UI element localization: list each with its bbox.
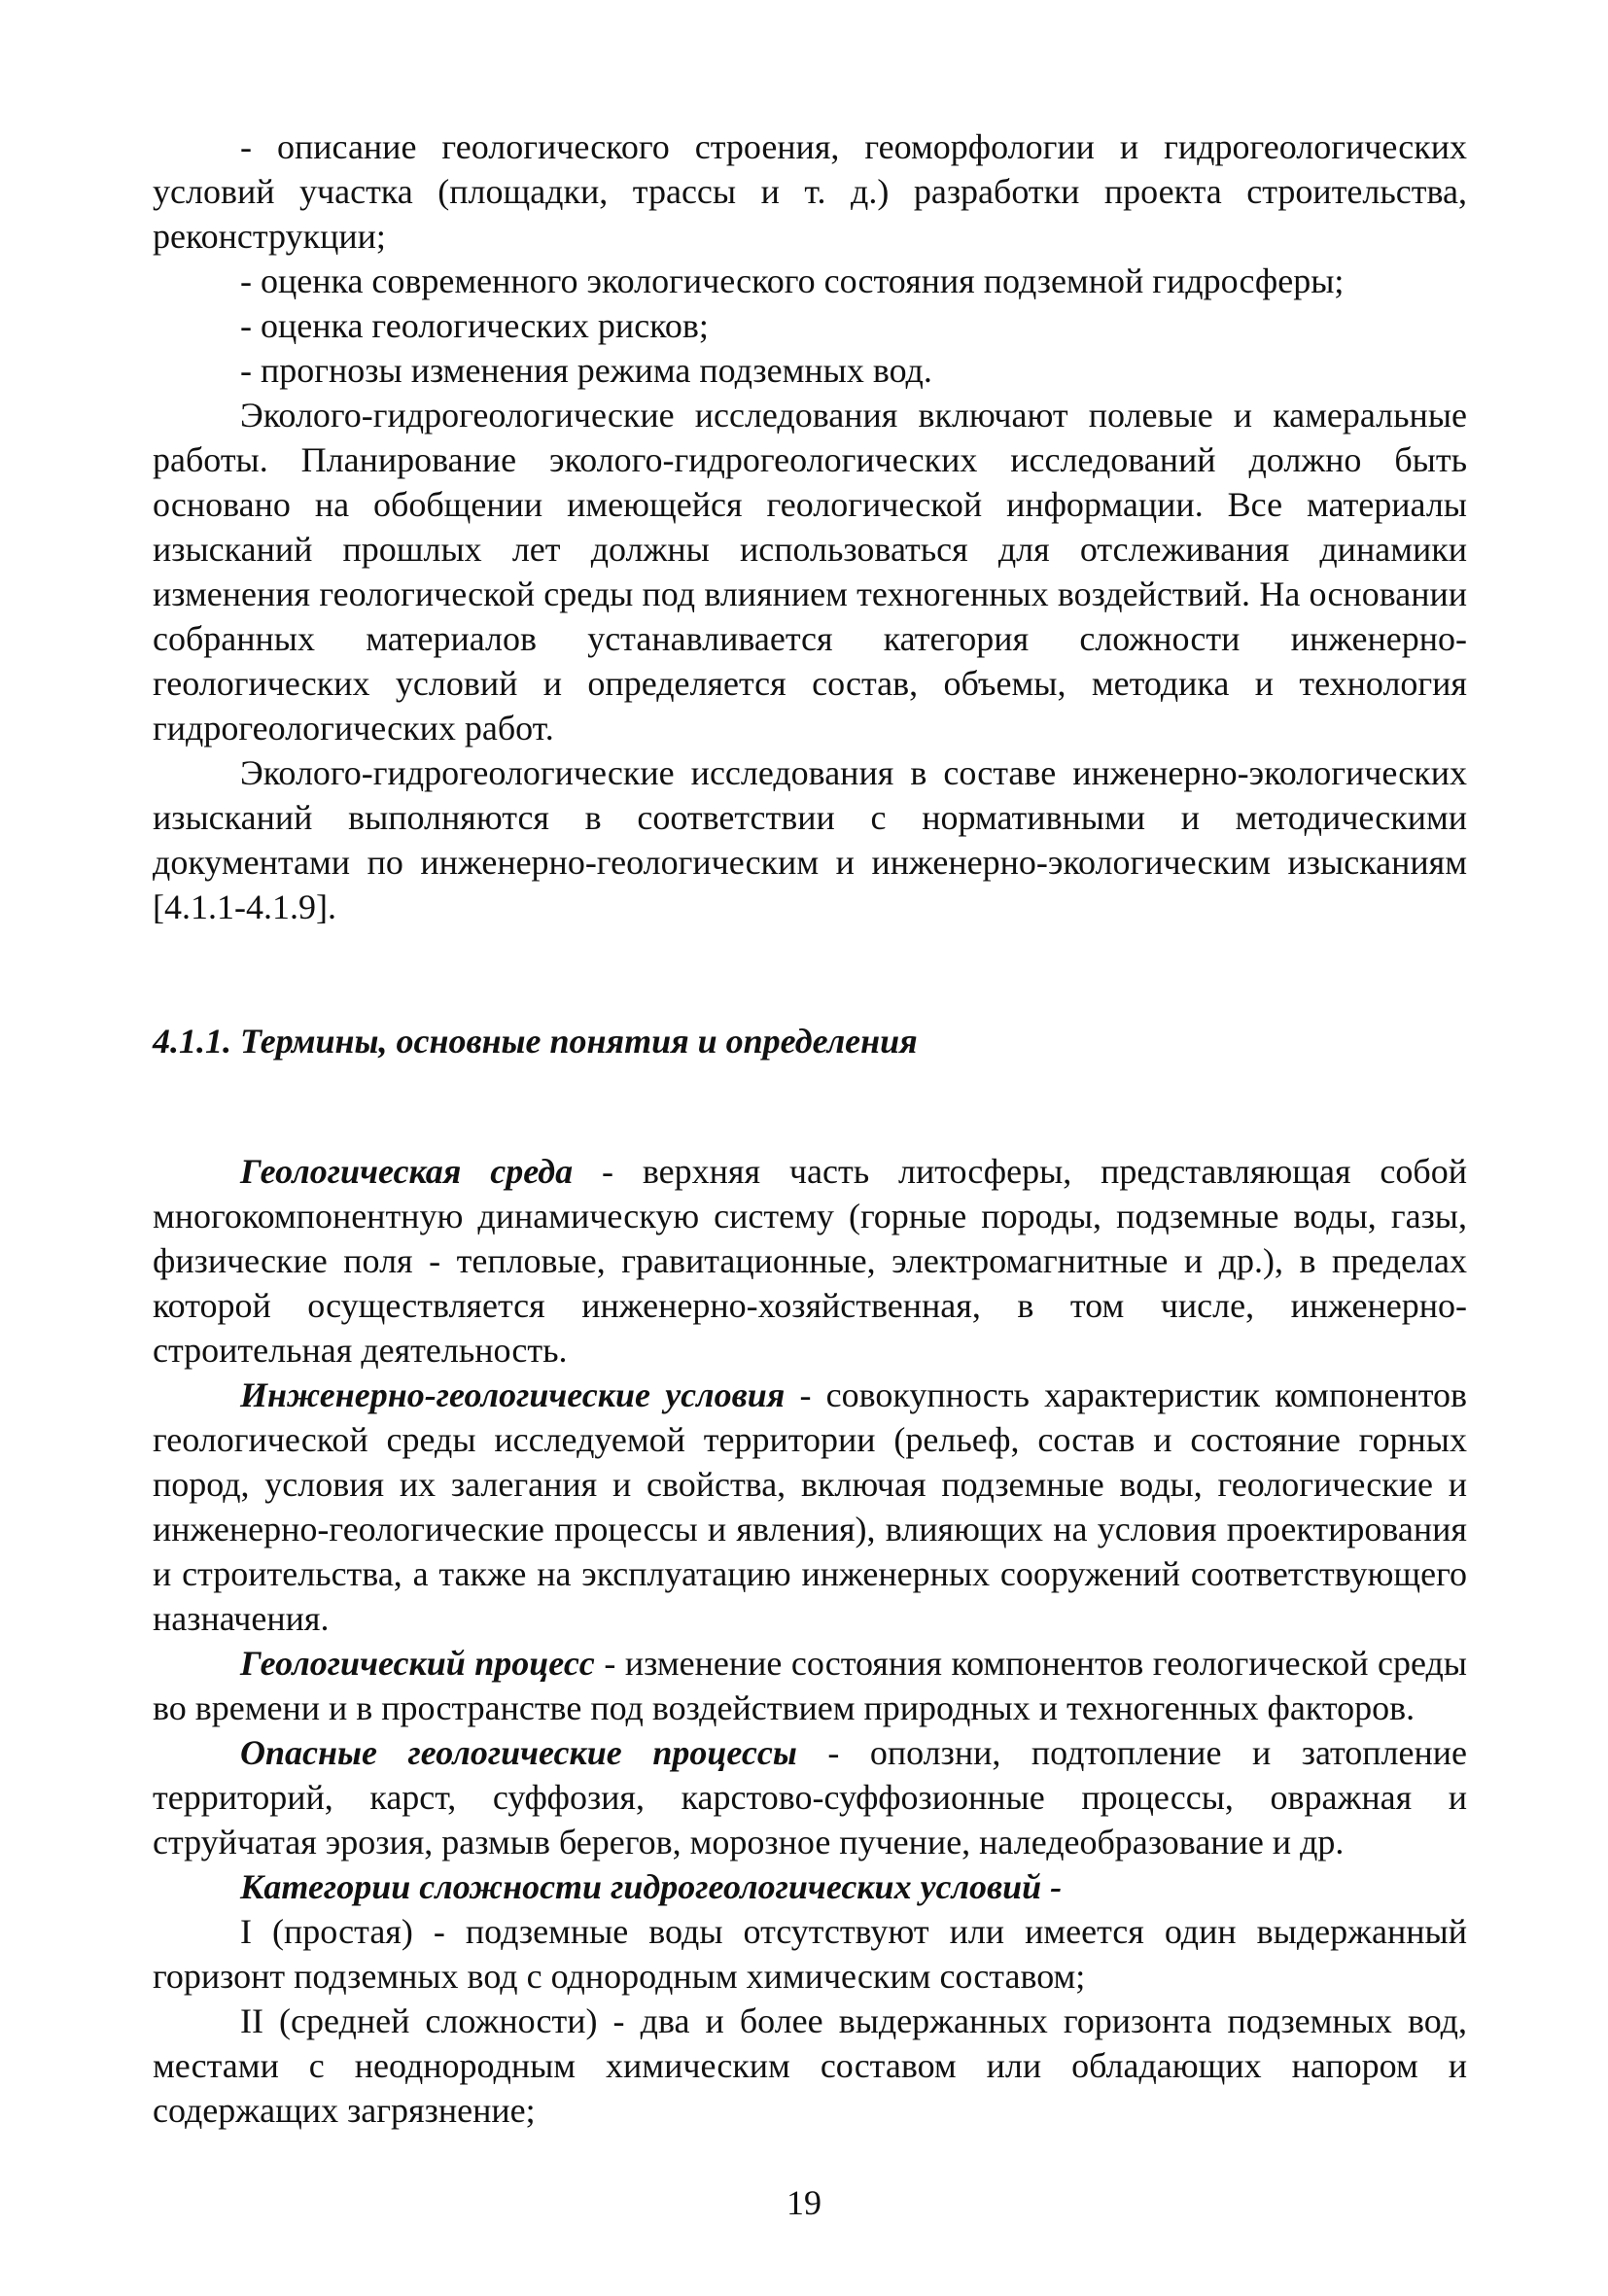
- list-item: - прогнозы изменения режима подземных вод.: [240, 351, 932, 390]
- definition-term: Геологический процесс: [240, 1644, 595, 1683]
- body-paragraph: Эколого-гидрогеологические исследования в составе инженерно-экологических изысканий выполняются в соответствии с нормативными и методическими документами по инженерно-геологическим и инженерно-экологическим изысканиям [4.1.1-4.1.9].: [153, 753, 1467, 926]
- definition-paragraph: [153, 1149, 1467, 1373]
- definition-paragraph: [153, 1730, 1467, 1864]
- section-heading: 4.1.1. Термины, основные понятия и определения: [153, 1022, 918, 1061]
- page-number: 19: [787, 2183, 821, 2222]
- definition-term: Инженерно-геологические условия: [240, 1375, 786, 1414]
- definition-text: - оползни, подтопление и затопление территорий, карст, суффозия, карстово-суффозионные процессы, овражная и струйчатая эрозия, размыв берегов, морозное пучение, наледеобразование и др.: [153, 1733, 1468, 1861]
- definition-paragraph: [153, 1864, 1467, 1909]
- category-item: II (средней сложности) - два и более выдержанных горизонта подземных вод, местами с неоднородным химическим составом или обладающих напором и содержащих загрязнение;: [153, 2001, 1467, 2130]
- definition-paragraph: [153, 1641, 1467, 1730]
- list-item: - оценка геологических рисков;: [240, 306, 709, 345]
- list-item: - оценка современного экологического состояния подземной гидросферы;: [240, 261, 1345, 300]
- body-paragraph: Эколого-гидрогеологические исследования включают полевые и камеральные работы. Планирование эколого-гидрогеологических исследований должно быть основано на обобщении имеющейся геологической информации. Все материалы изысканий прошлых лет должны использоваться для отслеживания динамики изменения геологической среды под влиянием техногенных воздействий. На основании собранных материалов устанавливается категория сложности инженерно-геологических условий и определяется состав, объемы, методика и технология гидрогеологических работ.: [153, 396, 1467, 748]
- definition-text: - верхняя часть литосферы, представляющая собой многокомпонентную динамическую систему (горные породы, подземные воды, газы, физические поля - тепловые, гравитационные, электромагнитные и др.), в пределах которой осуществляется инженерно-хозяйственная, в том числе, инженерно-строительная деятельность.: [153, 1152, 1467, 1370]
- category-item: I (простая) - подземные воды отсутствуют или имеется один выдержанный горизонт подземных вод с однородным химическим составом;: [153, 1912, 1467, 1996]
- definition-paragraph: [153, 1373, 1467, 1641]
- definition-text: - совокупность характеристик компонентов геологической среды исследуемой территории (рельеф, состав и состояние горных пород, условия их залегания и свойства, включая подземные воды, геологические и инженерно-геологические процессы и явления), влияющих на условия проектирования и строительства, а также на эксплуатацию инженерных сооружений соответствующего назначения.: [153, 1375, 1467, 1638]
- definition-text: - изменение состояния компонентов геологической среды во времени и в пространстве под воздействием природных и техногенных факторов.: [153, 1644, 1467, 1727]
- definition-term: Категории сложности гидрогеологических условий -: [240, 1867, 1063, 1906]
- list-item: - описание геологического строения, геоморфологии и гидрогеологических условий участка (площадки, трассы и т. д.) разработки проекта строительства, реконструкции;: [153, 127, 1467, 256]
- definition-term: Опасные геологические процессы: [240, 1733, 797, 1772]
- definition-term: Геологическая среда: [240, 1152, 574, 1191]
- page-content: [153, 124, 1467, 2133]
